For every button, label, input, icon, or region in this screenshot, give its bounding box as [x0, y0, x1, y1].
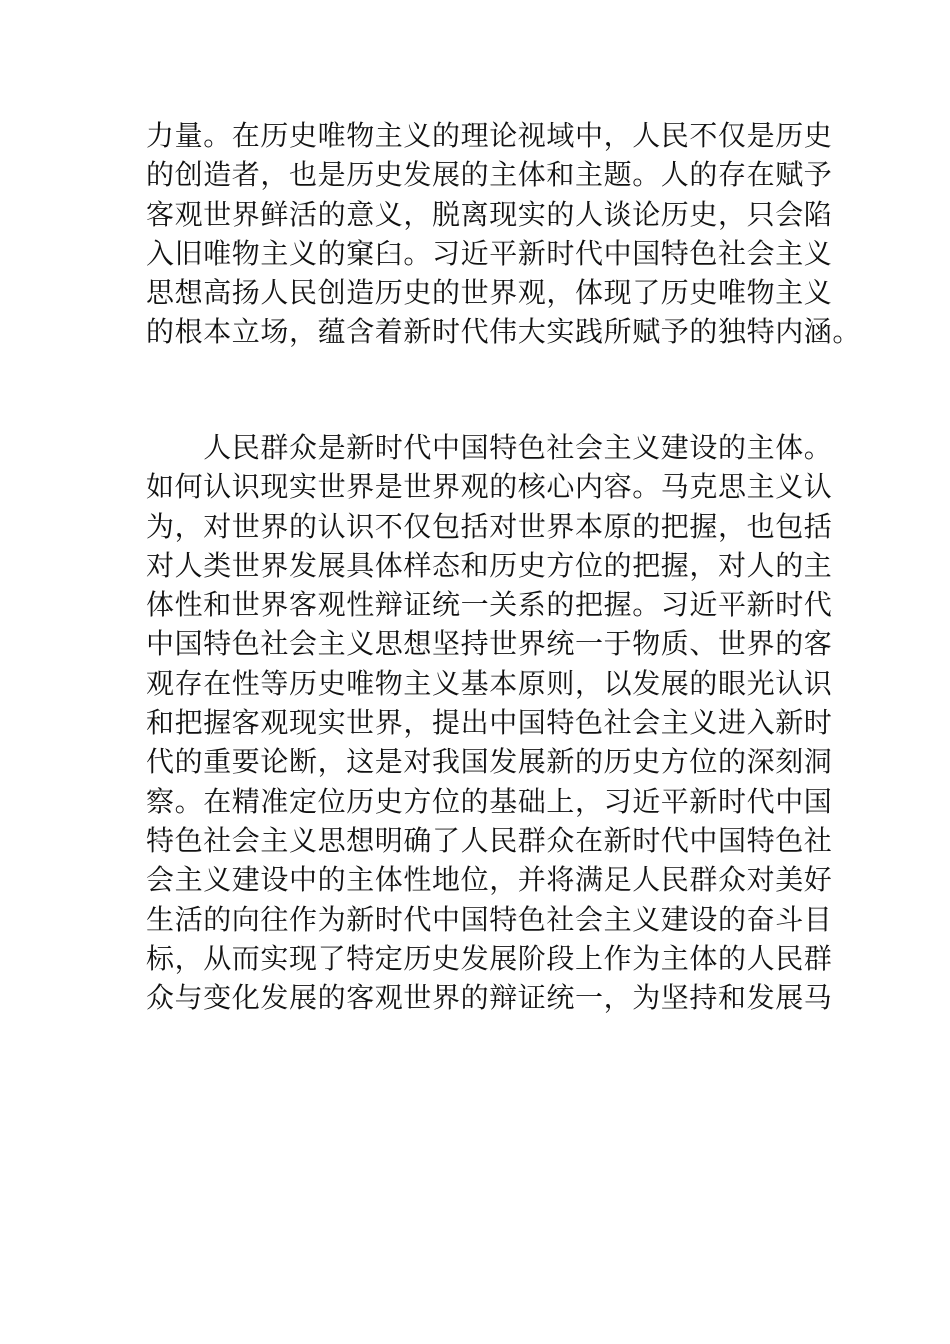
paragraph-2: [146, 428, 833, 1017]
paragraph-2-line-8: 和把握客观现实世界，提出中国特色社会主义进入新时: [146, 706, 833, 740]
paragraph-2-line-5: 体性和世界客观性辩证统一关系的把握。习近平新时代: [146, 588, 833, 622]
paragraph-2-line-15: 众与变化发展的客观世界的辩证统一，为坚持和发展马: [146, 981, 833, 1015]
paragraph-1-line-3: 客观世界鲜活的意义，脱离现实的人谈论历史，只会陷: [146, 197, 833, 231]
paragraph-1-line-4: 入旧唯物主义的窠臼。习近平新时代中国特色社会主义: [146, 236, 833, 270]
paragraph-2-line-4: 对人类世界发展具体样态和历史方位的把握，对人的主: [146, 548, 833, 582]
paragraph-1-line-6: 的根本立场，蕴含着新时代伟大实践所赋予的独特内涵。: [146, 315, 862, 349]
paragraph-2-line-11: 特色社会主义思想明确了人民群众在新时代中国特色社: [146, 823, 833, 857]
paragraph-2-line-2: 如何认识现实世界是世界观的核心内容。马克思主义认: [146, 470, 833, 504]
paragraph-1-line-2: 的创造者，也是历史发展的主体和主题。人的存在赋予: [146, 158, 833, 192]
paragraph-2-line-10: 察。在精准定位历史方位的基础上，习近平新时代中国: [146, 784, 833, 818]
paragraph-2-line-12: 会主义建设中的主体性地位，并将满足人民群众对美好: [146, 863, 833, 897]
paragraph-2-line-3: 为，对世界的认识不仅包括对世界本原的把握，也包括: [146, 509, 833, 543]
paragraph-2-line-7: 观存在性等历史唯物主义基本原则，以发展的眼光认识: [146, 666, 833, 700]
paragraph-2-line-13: 生活的向往作为新时代中国特色社会主义建设的奋斗目: [146, 902, 833, 936]
paragraph-2-line-14: 标，从而实现了特定历史发展阶段上作为主体的人民群: [146, 941, 833, 975]
paragraph-2-line-6: 中国特色社会主义思想坚持世界统一于物质、世界的客: [146, 627, 833, 661]
paragraph-1-line-5: 思想高扬人民创造历史的世界观，体现了历史唯物主义: [146, 276, 833, 310]
paragraph-1: [146, 116, 862, 352]
paragraph-2-line-9: 代的重要论断，这是对我国发展新的历史方位的深刻洞: [146, 745, 833, 779]
paragraph-2-line-1: 人民群众是新时代中国特色社会主义建设的主体。: [146, 431, 833, 464]
paragraph-1-line-1: 力量。在历史唯物主义的理论视域中，人民不仅是历史: [146, 119, 833, 152]
